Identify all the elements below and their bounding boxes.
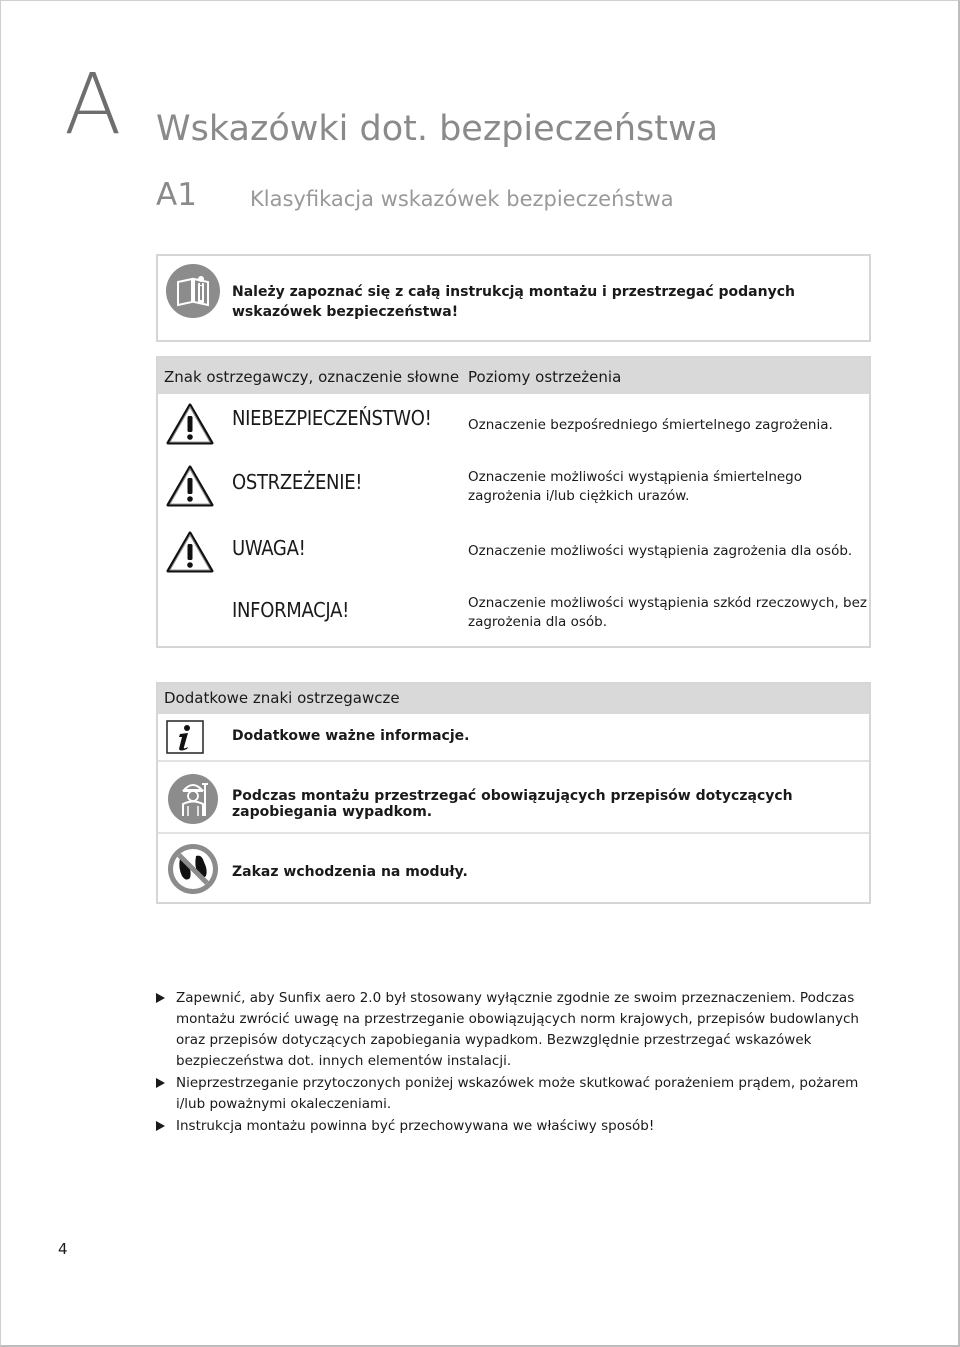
- section-title: Klasyfikacja wskazówek bezpieczeństwa: [250, 187, 674, 211]
- bullet-arrow-icon: [156, 1078, 165, 1088]
- chapter-title: Wskazówki dot. bezpieczeństwa: [156, 109, 719, 149]
- level-description: Oznaczenie bezpośredniego śmiertelnego zagrożenia.: [468, 417, 833, 433]
- chapter-letter: A: [64, 55, 122, 153]
- sign-text: Zakaz wchodzenia na moduły.: [232, 864, 468, 880]
- bullet-text: Zapewnić, aby Sunfix aero 2.0 był stosowany wyłącznie zgodnie ze swoim przeznaczeniem. Podczas montażu zwrócić uwagę na przestrzeganie obowiązujących norm krajowych, przepisów budowlanych oraz przepisów dotyczących zapobiegania wypadkom. Bezwzględnie przestrzegać wskazówek bezpieczeństwa dot. innych elementów instalacji.: [176, 990, 859, 1069]
- section-number: A1: [156, 177, 197, 213]
- header-left: Znak ostrzegawczy, oznaczenie słowne: [164, 368, 460, 386]
- table-header: [158, 358, 869, 394]
- level-row: [158, 396, 869, 454]
- bullet-text: Instrukcja montażu powinna być przechowywana we właściwy sposób!: [176, 1118, 655, 1134]
- additional-signs-table: [156, 682, 871, 904]
- list-item: [156, 1116, 876, 1137]
- level-description: Oznaczenie możliwości wystąpienia śmiertelnego zagrożenia i/lub ciężkich urazów.: [468, 469, 803, 504]
- sign-text: Podczas montażu przestrzegać obowiązujących przepisów dotyczących zapobiegania wypadkom.: [232, 788, 793, 820]
- bullet-arrow-icon: [156, 1121, 165, 1131]
- no-stepping-icon: [166, 842, 220, 900]
- level-row: [158, 586, 869, 646]
- warning-triangle-icon: [166, 530, 214, 578]
- page-number: 4: [58, 1240, 68, 1258]
- signal-word: INFORMACJA!: [232, 598, 349, 622]
- signal-word: OSTRZEŻENIE!: [232, 470, 363, 494]
- list-item: [156, 988, 876, 1072]
- bullet-text: Nieprzestrzeganie przytoczonych poniżej wskazówek może skutkować porażeniem prądem, pożarem i/lub poważnymi okaleczeniami.: [176, 1075, 859, 1112]
- header-right: Poziomy ostrzeżenia: [468, 368, 622, 386]
- signal-word: NIEBEZPIECZEŃSTWO!: [232, 406, 432, 430]
- warning-triangle-icon: [166, 402, 214, 450]
- manual-info-icon: [164, 262, 222, 324]
- info-i-icon: [166, 720, 204, 758]
- table-header: [158, 684, 869, 714]
- bullet-arrow-icon: [156, 993, 165, 1003]
- sign-row: [158, 836, 869, 902]
- sign-text: Dodatkowe ważne informacje.: [232, 728, 470, 744]
- safety-worker-icon: [166, 772, 220, 830]
- list-item: [156, 1073, 876, 1115]
- level-row: [158, 458, 869, 518]
- level-description: Oznaczenie możliwości wystąpienia szkód rzeczowych, bez zagrożenia dla osób.: [468, 595, 868, 630]
- sign-row: [158, 764, 869, 830]
- signal-word: UWAGA!: [232, 536, 306, 560]
- row-divider: [158, 832, 869, 834]
- row-divider: [158, 760, 869, 762]
- bullet-list: [156, 988, 876, 1138]
- level-row: [158, 522, 869, 582]
- level-description: Oznaczenie możliwości wystąpienia zagrożenia dla osób.: [468, 543, 853, 559]
- warning-triangle-icon: [166, 464, 214, 512]
- sign-row: [158, 714, 869, 760]
- header-title: Dodatkowe znaki ostrzegawcze: [164, 689, 400, 707]
- warning-levels-table: [156, 356, 871, 648]
- notice-box: [156, 254, 871, 342]
- notice-text: Należy zapoznać się z całą instrukcją montażu i przestrzegać podanych wskazówek bezpieczeństwa!: [232, 284, 795, 320]
